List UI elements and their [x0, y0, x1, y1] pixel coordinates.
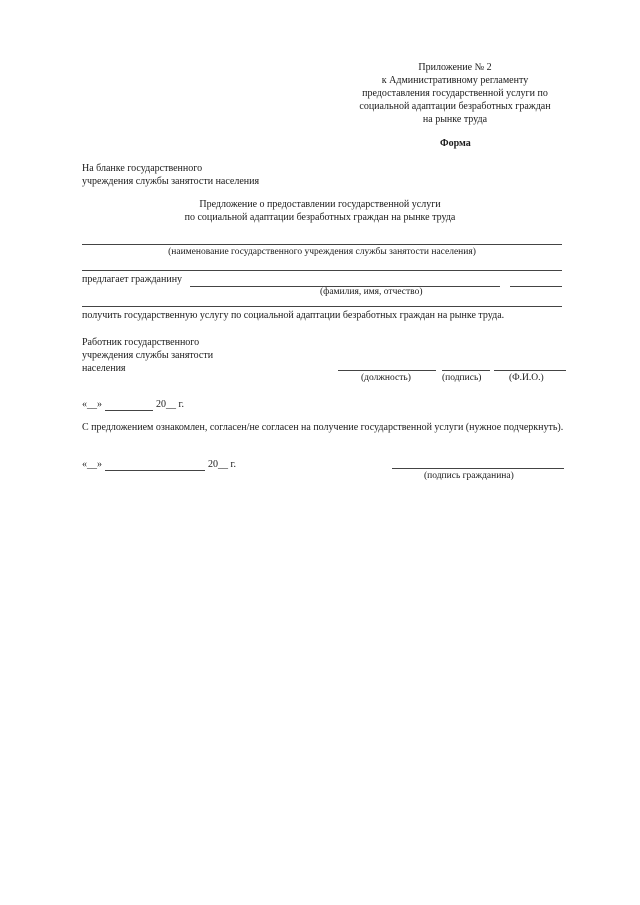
- worker-line: учреждения службы занятости: [82, 350, 214, 361]
- fio-caption: (фамилия, имя, отчество): [320, 287, 423, 297]
- position-field[interactable]: [338, 370, 436, 371]
- receive-text: получить государственную услугу по социальной адаптации безработных граждан на рынке труда.: [82, 310, 505, 321]
- date2-month-field[interactable]: [105, 470, 205, 471]
- institution-caption: (наименование государственного учреждения службы занятости населения): [168, 247, 476, 257]
- signature-caption: (подпись): [442, 373, 482, 383]
- citizen-signature-field[interactable]: [392, 468, 564, 469]
- fio-short-caption: (Ф.И.О.): [509, 373, 544, 383]
- appendix-line: к Административному регламенту: [381, 75, 529, 86]
- citizen-fio-field-2[interactable]: [82, 306, 562, 307]
- title-line: Предложение о предоставлении государственной услуги: [199, 199, 441, 210]
- citizen-fio-field-end[interactable]: [510, 286, 562, 287]
- title-line: по социальной адаптации безработных граждан на рынке труда: [184, 212, 456, 223]
- worker-line: населения: [82, 363, 126, 374]
- date-month-field[interactable]: [105, 410, 153, 411]
- date-open: «__»: [82, 399, 102, 410]
- blank-note-line: На бланке государственного: [82, 163, 203, 174]
- appendix-line: предоставления государственной услуги по: [362, 88, 548, 99]
- worker-line: Работник государственного: [82, 337, 200, 348]
- blank-note-line: учреждения службы занятости населения: [82, 176, 260, 187]
- institution-name-field[interactable]: [82, 244, 562, 245]
- appendix-number: Приложение № 2: [418, 62, 492, 73]
- offers-label: предлагает гражданину: [82, 274, 183, 285]
- date2-open: «__»: [82, 459, 102, 470]
- institution-name-field-2[interactable]: [82, 270, 562, 271]
- position-caption: (должность): [361, 373, 411, 383]
- appendix-header: [340, 61, 570, 126]
- date2-year: 20__ г.: [208, 459, 236, 470]
- worker-label: [82, 336, 213, 375]
- signature-field[interactable]: [442, 370, 490, 371]
- appendix-line: социальной адаптации безработных граждан: [359, 101, 551, 112]
- appendix-line: на рынке труда: [422, 114, 488, 125]
- agreement-text: С предложением ознакомлен, согласен/не согласен на получение государственной услуги (нужное подчеркнуть).: [82, 422, 564, 433]
- fio-field[interactable]: [494, 370, 566, 371]
- form-label: Форма: [440, 138, 471, 149]
- blank-note: [82, 162, 259, 188]
- date-year: 20__ г.: [156, 399, 184, 410]
- document-title: [120, 198, 520, 224]
- citizen-signature-caption: (подпись гражданина): [424, 471, 514, 481]
